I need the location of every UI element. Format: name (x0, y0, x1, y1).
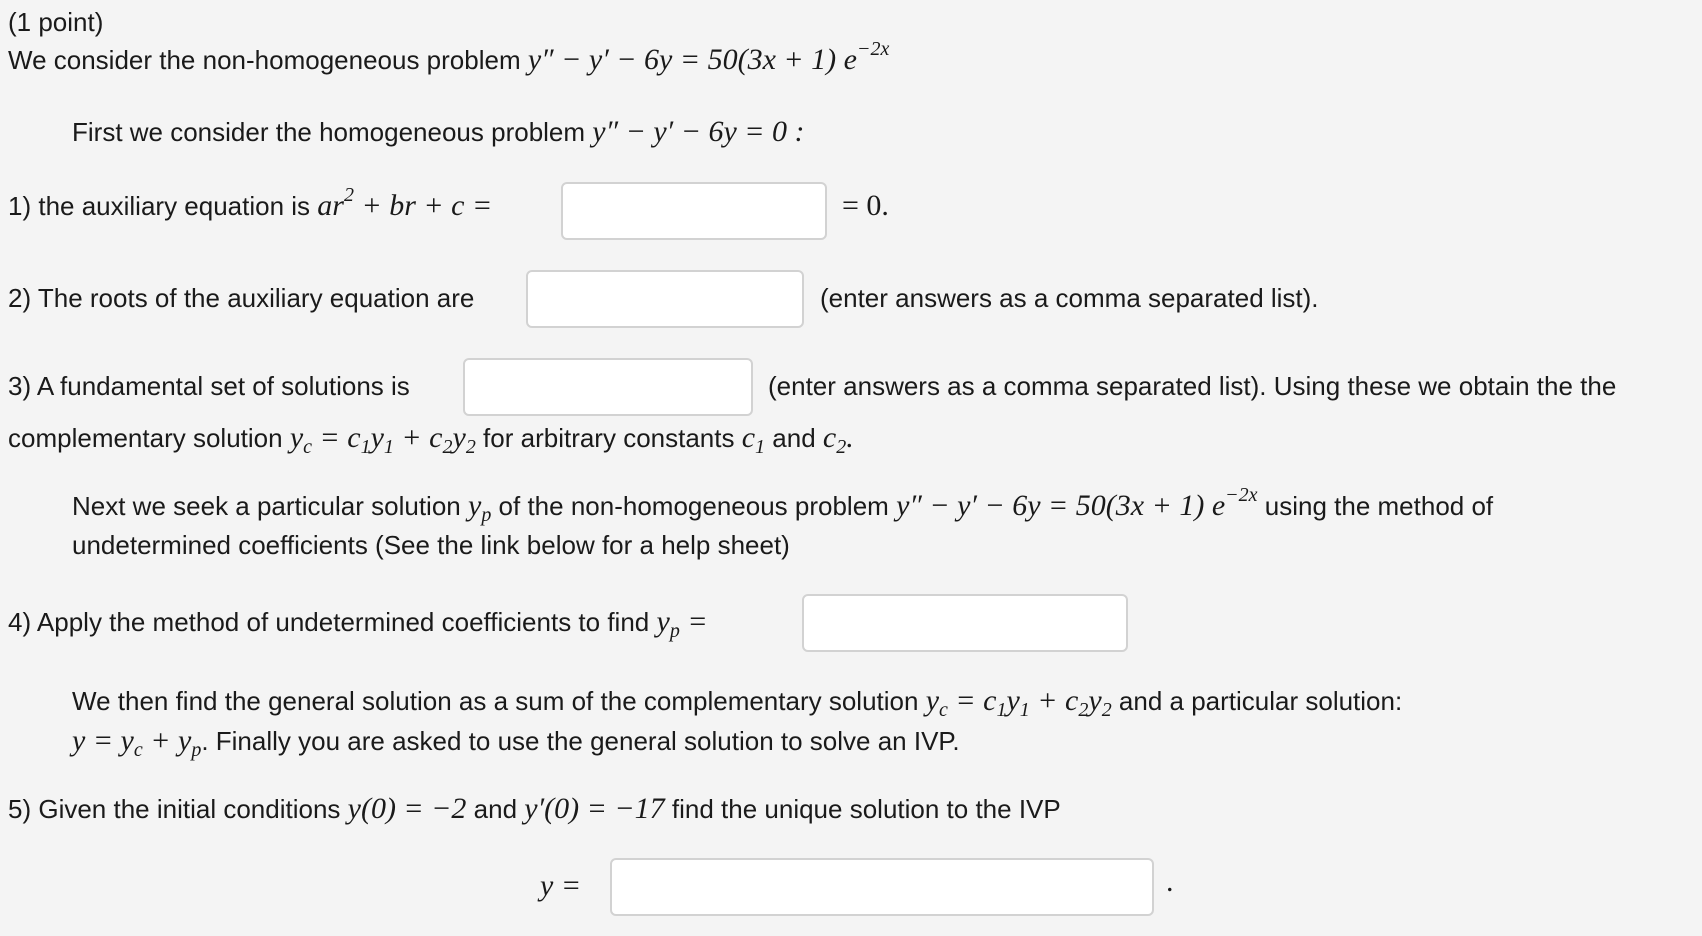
q3-c2: $c_2$. (822, 421, 854, 458)
general-line2 (72, 724, 960, 761)
particular-equation: y″ − y′ − 6y = 50(3x + 1) $e^{-2x}$ (896, 484, 1258, 522)
q5-answer-input[interactable] (610, 858, 1154, 916)
intro-text: We consider the non-homogeneous problem (8, 45, 521, 75)
particular-yp: $y_p$ (467, 489, 492, 526)
q3-for-text: for arbitrary constants (483, 423, 735, 453)
particular-line2: undetermined coefficients (See the link below for a help sheet) (72, 530, 790, 560)
q3-text: 3) A fundamental set of solutions is (8, 371, 410, 401)
q3-and-text: and (772, 423, 816, 453)
homogeneous-equation: y″ − y′ − 6y = 0 : (592, 115, 805, 148)
general-complementary-equation: $y_c = c_1y_1 + c_2y_2$ (925, 684, 1112, 721)
q2-text: 2) The roots of the auxiliary equation are (8, 283, 475, 313)
intro-equation: y″ − y′ − 6y = 50(3x + 1) $e^{-2x}$ (527, 38, 890, 76)
q1-equation: $ar^2$ + br + c = (317, 184, 493, 222)
q4-text: 4) Apply the method of undetermined coefficients to find (8, 607, 650, 637)
q5-text2: find the unique solution to the IVP (671, 794, 1061, 824)
q4-answer-input[interactable] (802, 594, 1128, 652)
homogeneous-text: First we consider the homogeneous problem (72, 117, 586, 147)
intro-line (8, 38, 890, 76)
q5-condition1: y(0) = −2 (347, 792, 467, 825)
q3-line2 (8, 421, 854, 458)
particular-text3: using the method of (1264, 491, 1494, 521)
particular-line1 (72, 484, 1494, 526)
q3-line2-text: complementary solution (8, 423, 283, 453)
homogeneous-line (72, 116, 805, 148)
general-line1 (72, 684, 1403, 721)
particular-text1: Next we seek a particular solution (72, 491, 461, 521)
q3-c1: $c_1$ (741, 421, 766, 458)
general-text2: and a particular solution: (1118, 686, 1403, 716)
points-label: (1 point) (8, 7, 104, 37)
q2-suffix: (enter answers as a comma separated list). (820, 283, 1319, 313)
particular-text2: of the non-homogeneous problem (498, 491, 889, 521)
general-sum-equation: $y = y_c + y_p$ (72, 724, 202, 761)
q1-rhs: = 0. (842, 189, 889, 222)
general-text1: We then find the general solution as a sum of the complementary solution (72, 686, 919, 716)
q5-end: . (1166, 865, 1174, 898)
q1-answer-input[interactable] (561, 182, 827, 240)
q4-line (8, 605, 708, 642)
q3-complementary-equation: $y_c = c_1y_1 + c_2y_2$ (289, 421, 476, 458)
q4-yp: $y_p$ = (656, 605, 708, 642)
q1-line (8, 184, 493, 222)
q5-text1: 5) Given the initial conditions (8, 794, 341, 824)
q3-suffix: (enter answers as a comma separated list). Using these we obtain the the (768, 371, 1617, 401)
q2-answer-input[interactable] (526, 270, 804, 328)
general-line2-text: . Finally you are asked to use the general solution to solve an IVP. (201, 726, 960, 756)
q5-condition2: y′(0) = −17 (524, 792, 665, 825)
q5-y-label: y = (540, 869, 582, 902)
q1-text: 1) the auxiliary equation is (8, 191, 311, 221)
q5-and-text: and (473, 794, 518, 824)
q3-answer-input[interactable] (463, 358, 753, 416)
q5-line (8, 793, 1061, 825)
